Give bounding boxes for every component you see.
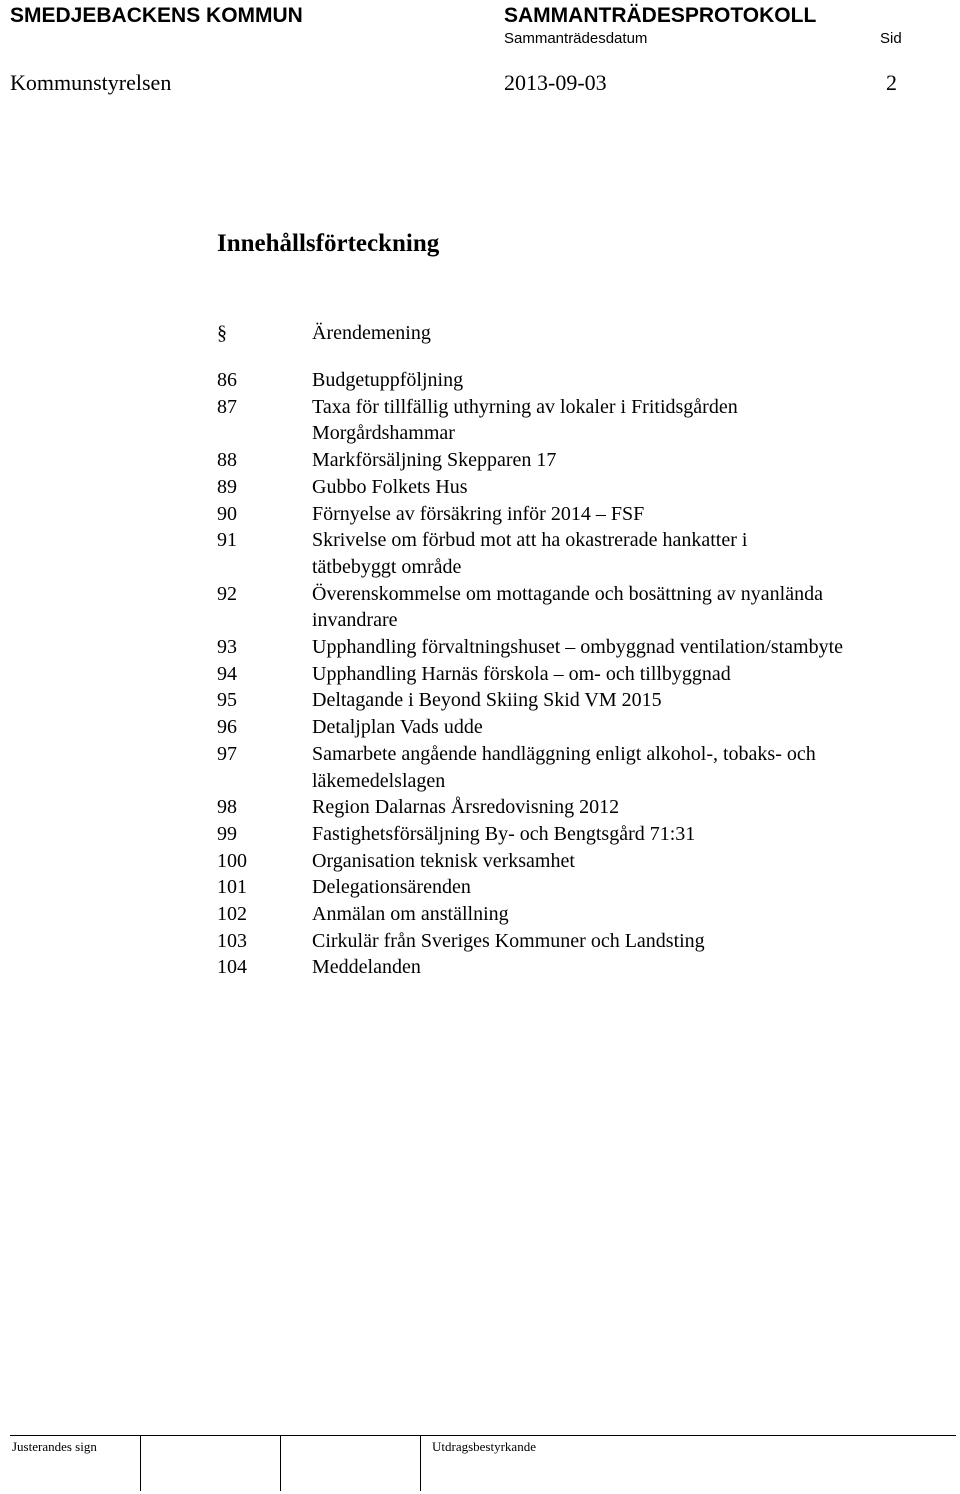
footer-column-divider <box>140 1436 141 1491</box>
toc-section-number: 101 <box>217 876 247 899</box>
toc-section-number: 100 <box>217 849 247 872</box>
toc-row <box>217 687 947 714</box>
footer-column-divider <box>420 1436 421 1491</box>
toc-row <box>217 367 947 394</box>
toc-row <box>217 634 947 661</box>
toc-subject: Samarbete angående handläggning enligt alkohol-, tobaks- och läkemedelslagen <box>312 742 816 792</box>
toc-subject: Gubbo Folkets Hus <box>312 475 468 498</box>
toc-row <box>217 661 947 688</box>
municipality-name: SMEDJEBACKENS KOMMUN <box>10 4 303 27</box>
toc-row <box>217 848 947 875</box>
toc-row <box>217 901 947 928</box>
footer-column-divider <box>280 1436 281 1491</box>
toc-subject: Markförsäljning Skepparen 17 <box>312 449 557 472</box>
toc-title: Innehållsförteckning <box>217 230 440 257</box>
toc-section-number: 102 <box>217 903 247 926</box>
toc-section-number: 86 <box>217 369 237 391</box>
toc-subject: Taxa för tillfällig uthyrning av lokaler i Fritidsgården Morgårdshammar <box>312 395 738 445</box>
footer-extract-label: Utdragsbestyrkande <box>432 1439 536 1454</box>
toc-subject: Budgetuppföljning <box>312 369 464 391</box>
page-footer <box>0 1435 960 1494</box>
toc-section-number: 97 <box>217 742 237 765</box>
toc-row <box>217 581 947 634</box>
toc-row <box>217 874 947 901</box>
toc-list <box>217 367 947 981</box>
toc-subject: Organisation teknisk verksamhet <box>312 849 575 872</box>
toc-row <box>217 741 947 794</box>
toc-row <box>217 794 947 821</box>
toc-column-subject: Ärendemening <box>312 322 431 344</box>
footer-sign-label: Justerandes sign <box>12 1439 97 1454</box>
toc-row <box>217 954 947 981</box>
toc-row <box>217 501 947 528</box>
toc-section-number: 96 <box>217 716 237 739</box>
toc-section-number: 98 <box>217 796 237 819</box>
page-label: Sid <box>880 30 902 47</box>
document-type: SAMMANTRÄDESPROTOKOLL <box>504 4 817 27</box>
toc-section-number: 88 <box>217 449 237 472</box>
toc-section-number: 95 <box>217 689 237 712</box>
toc-subject: Överenskommelse om mottagande och bosättning av nyanlända invandrare <box>312 582 823 632</box>
toc-subject: Region Dalarnas Årsredovisning 2012 <box>312 796 620 819</box>
toc-subject: Cirkulär från Sveriges Kommuner och Landsting <box>312 929 705 952</box>
toc-row <box>217 821 947 848</box>
toc-subject: Delegationsärenden <box>312 876 471 899</box>
toc-subject: Meddelanden <box>312 956 421 979</box>
toc-column-section: § <box>217 322 227 344</box>
toc-subject: Upphandling förvaltningshuset – ombyggnad ventilation/stambyte <box>312 636 844 659</box>
toc-row <box>217 474 947 501</box>
toc-section-number: 104 <box>217 956 247 979</box>
toc-subject: Deltagande i Beyond Skiing Skid VM 2015 <box>312 689 662 712</box>
toc-row <box>217 394 947 447</box>
toc-section-number: 91 <box>217 529 237 552</box>
meeting-date-label: Sammanträdesdatum <box>504 30 648 47</box>
toc-row <box>217 447 947 474</box>
toc-subject: Förnyelse av försäkring inför 2014 – FSF <box>312 502 645 525</box>
toc-section-number: 99 <box>217 822 237 845</box>
meeting-date: 2013-09-03 <box>504 70 607 95</box>
toc-section-number: 92 <box>217 582 237 605</box>
toc-section-number: 93 <box>217 636 237 659</box>
toc-subject: Fastighetsförsäljning By- och Bengtsgård 71:31 <box>312 822 696 845</box>
toc-subject: Upphandling Harnäs förskola – om- och tillbyggnad <box>312 662 731 685</box>
toc-subject: Skrivelse om förbud mot att ha okastrerade hankatter i tätbebyggt område <box>312 529 748 578</box>
toc-subject: Anmälan om anställning <box>312 903 509 926</box>
toc-section-number: 94 <box>217 662 237 685</box>
footer-divider <box>10 1435 956 1436</box>
toc-subject: Detaljplan Vads udde <box>312 716 483 739</box>
toc-row <box>217 714 947 741</box>
toc-row <box>217 527 947 580</box>
toc-section-number: 87 <box>217 395 237 418</box>
committee-name: Kommunstyrelsen <box>10 70 172 95</box>
page-number: 2 <box>886 70 897 95</box>
toc-section-number: 103 <box>217 929 247 952</box>
toc-section-number: 89 <box>217 475 237 498</box>
toc-row <box>217 928 947 955</box>
toc-section-number: 90 <box>217 502 237 525</box>
